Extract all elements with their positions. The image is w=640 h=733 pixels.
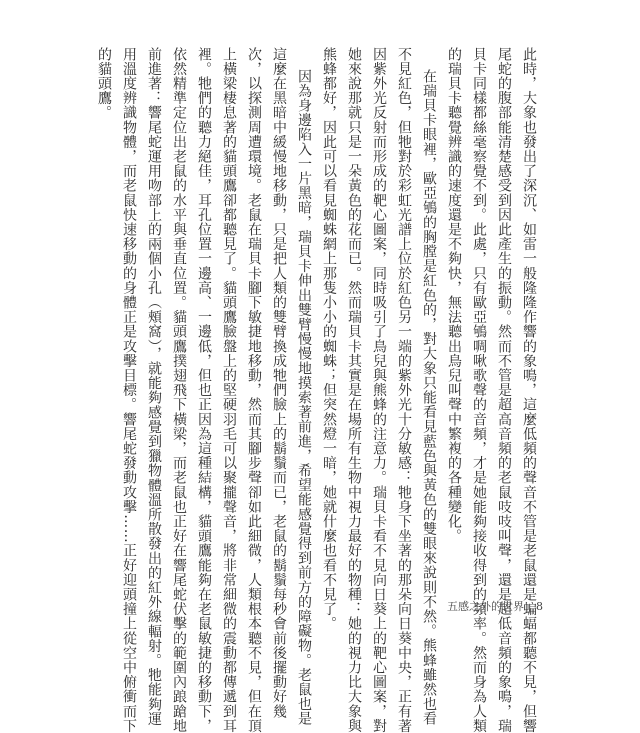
text-column: 前進著：響尾蛇運用吻部上的兩個小孔（頰窩），就能夠感覺到獵物體溫所散發出的紅外線輻射。牠能夠運 <box>146 47 162 727</box>
text-column-paragraph-start: 因為身邊陷入一片黑暗，瑞貝卡伸出雙臂慢慢地摸索著前進，希望能感覺得到前方的障礙物。老鼠也是 <box>296 69 312 726</box>
text-column: 裡。牠們的聽力絕佳，耳孔位置一邊高、一邊低，但也正因為這種結構，貓頭鷹能夠在老鼠敏捷的移動下， <box>196 47 212 733</box>
text-column: 因紫外光反射而形成的靶心圖案，同時吸引了鳥兒與熊蜂的注意力。瑞貝卡看不見向日葵上的靶心圖案，對 <box>371 47 387 733</box>
text-column: 尾蛇的腹部能清楚感受到因此產生的振動。然而不管是超高音頻的老鼠吱吱叫聲，還是超低音頻的象鳴，瑞 <box>496 47 512 733</box>
text-column: 不見紅色，但牠對於彩虹光譜上位於紅色另一端的紫外光十分敏感：牠身下坐著的那朵向日葵中央，正有著 <box>396 47 412 733</box>
running-title: 五感之外的世界 <box>447 600 524 613</box>
page-number: 8 <box>536 599 543 613</box>
text-column: 上橫梁棲息著的貓頭鷹卻都聽見了。貓頭鷹臉盤上的堅硬羽毛可以聚攏聲音，將非常細微的震動都傳遞到耳 <box>221 47 237 733</box>
page-footer <box>447 598 543 614</box>
text-column: 這麼在黑暗中緩慢地移動，只是把人類的雙臂換成牠們臉上的鬍鬚而已，老鼠的鬍鬚每秒會前後擺動好幾 <box>271 47 287 719</box>
text-column: 的貓頭鷹。 <box>96 47 112 120</box>
text-column: 用溫度辨識物體，而老鼠快速移動的身體正是攻擊目標。響尾蛇發動攻擊……正好迎頭撞上從空中俯衝而下 <box>121 47 137 733</box>
text-column-paragraph-start: 在瑞貝卡眼裡，歐亞鴝的胸膛是紅色的，對大象只能看見藍色與黃色的雙眼來說則不然。熊蜂雖然也看 <box>421 69 437 726</box>
text-column: 此時，大象也發出了深沉、如雷一般隆隆作響的象鳴，這麼低頻的聲音不管是老鼠還是蝙蝠都聽不見，但響 <box>521 47 537 733</box>
text-column: 熊蜂都好，因此可以看見蜘蛛網上那隻小小的蜘蛛；但突然燈一暗，她就什麼也看不見了。 <box>321 47 337 631</box>
text-column: 次，以探測周遭環境。老鼠在瑞貝卡腳下敏捷地移動，然而其腳步聲卻如此細微，人類根本聽不見，但在頂 <box>246 47 262 733</box>
text-column: 貝卡同樣都絲毫察覺不到。此處，只有歐亞鴝啁啾歌聲的音頻，才是她能夠接收得到的頻率。然而身為人類 <box>471 47 487 733</box>
text-column: 她來說那就只是一朵黃色的花而已。然而瑞貝卡其實是在場所有生物中視力最好的物種：她的視力比大象與 <box>346 47 362 733</box>
text-column: 的瑞貝卡聽覺辨識的速度還是不夠快，無法聽出鳥兒叫聲中繁複的各種變化。 <box>446 47 462 544</box>
text-column: 依然精準定位出老鼠的水平與垂直位置。貓頭鷹撲翅飛下橫梁，而老鼠也正好在響尾蛇伏擊的範圍內踉蹌地 <box>171 47 187 733</box>
